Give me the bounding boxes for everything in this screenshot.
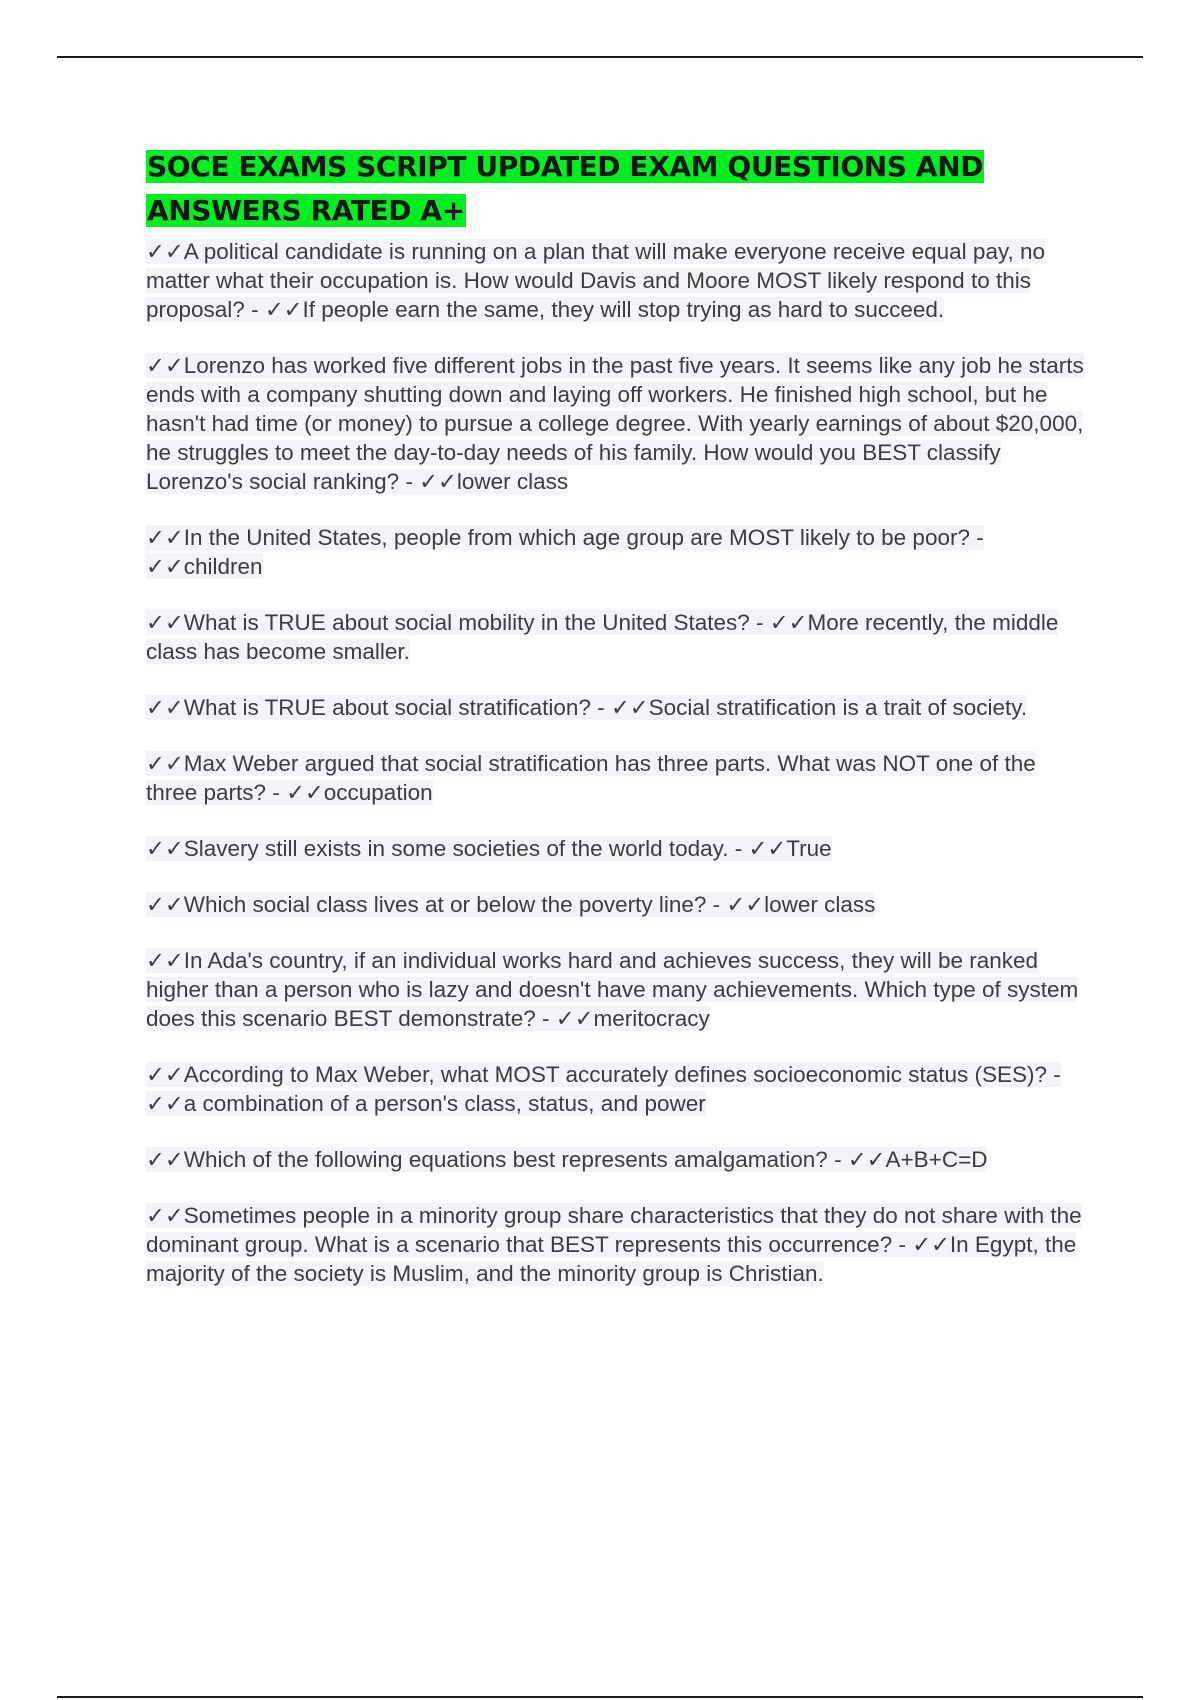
qa-item-text: ✓✓What is TRUE about social mobility in the United States? - ✓✓More recently, the middle class has become smaller. xyxy=(146,610,1059,664)
qa-item xyxy=(146,749,1091,807)
qa-item-text: ✓✓In Ada's country, if an individual works hard and achieves success, they will be ranked higher than a person who is lazy and doesn't have many achievements. Which type of system does this scenario BEST demonstrate? - ✓✓meritocracy xyxy=(146,948,1079,1031)
qa-item-text: ✓✓In the United States, people from which age group are MOST likely to be poor? - ✓✓children xyxy=(146,525,984,579)
bottom-rule xyxy=(57,1696,1143,1698)
qa-item-text: ✓✓What is TRUE about social stratification? - ✓✓Social stratification is a trait of society. xyxy=(146,695,1028,720)
qa-item xyxy=(146,351,1091,496)
qa-item xyxy=(146,890,1091,919)
document-body xyxy=(146,145,1091,1315)
qa-item xyxy=(146,693,1091,722)
qa-item xyxy=(146,1060,1091,1118)
qa-item xyxy=(146,1145,1091,1174)
document-title xyxy=(146,145,1091,233)
qa-item xyxy=(146,237,1091,324)
document-title-text: SOCE EXAMS SCRIPT UPDATED EXAM QUESTIONS AND ANSWERS RATED A+ xyxy=(147,150,984,227)
qa-item-text: ✓✓A political candidate is running on a plan that will make everyone receive equal pay, no matter what their occupation is. How would Davis and Moore MOST likely respond to this proposal? - ✓✓If people earn the same, they will stop trying as hard to succeed. xyxy=(146,239,1046,322)
qa-item-text: ✓✓Max Weber argued that social stratification has three parts. What was NOT one of the three parts? - ✓✓occupation xyxy=(146,751,1036,805)
qa-item-text: ✓✓Which social class lives at or below the poverty line? - ✓✓lower class xyxy=(146,892,876,917)
qa-item xyxy=(146,523,1091,581)
qa-item xyxy=(146,946,1091,1033)
qa-item xyxy=(146,834,1091,863)
qa-item xyxy=(146,608,1091,666)
qa-item-text: ✓✓Sometimes people in a minority group share characteristics that they do not share with the dominant group. What is a scenario that BEST represents this occurrence? - ✓✓In Egypt, the majority of the society is Muslim, and the minority group is Christian. xyxy=(146,1203,1082,1286)
qa-item-text: ✓✓Slavery still exists in some societies of the world today. - ✓✓True xyxy=(146,836,832,861)
qa-item xyxy=(146,1201,1091,1288)
qa-item-text: ✓✓Which of the following equations best represents amalgamation? - ✓✓A+B+C=D xyxy=(146,1147,988,1172)
qa-item-text: ✓✓Lorenzo has worked five different jobs in the past five years. It seems like any job he starts ends with a company shutting down and laying off workers. He finished high school, but he hasn't had time (or money) to pursue a college degree. With yearly earnings of about $20,000, he struggles to meet the day-to-day needs of his family. How would you BEST classify Lorenzo's social ranking? - ✓✓lower class xyxy=(146,353,1084,494)
top-rule xyxy=(57,56,1143,58)
qa-item-text: ✓✓According to Max Weber, what MOST accurately defines socioeconomic status (SES)? - ✓✓a combination of a person's class, status, and power xyxy=(146,1062,1061,1116)
